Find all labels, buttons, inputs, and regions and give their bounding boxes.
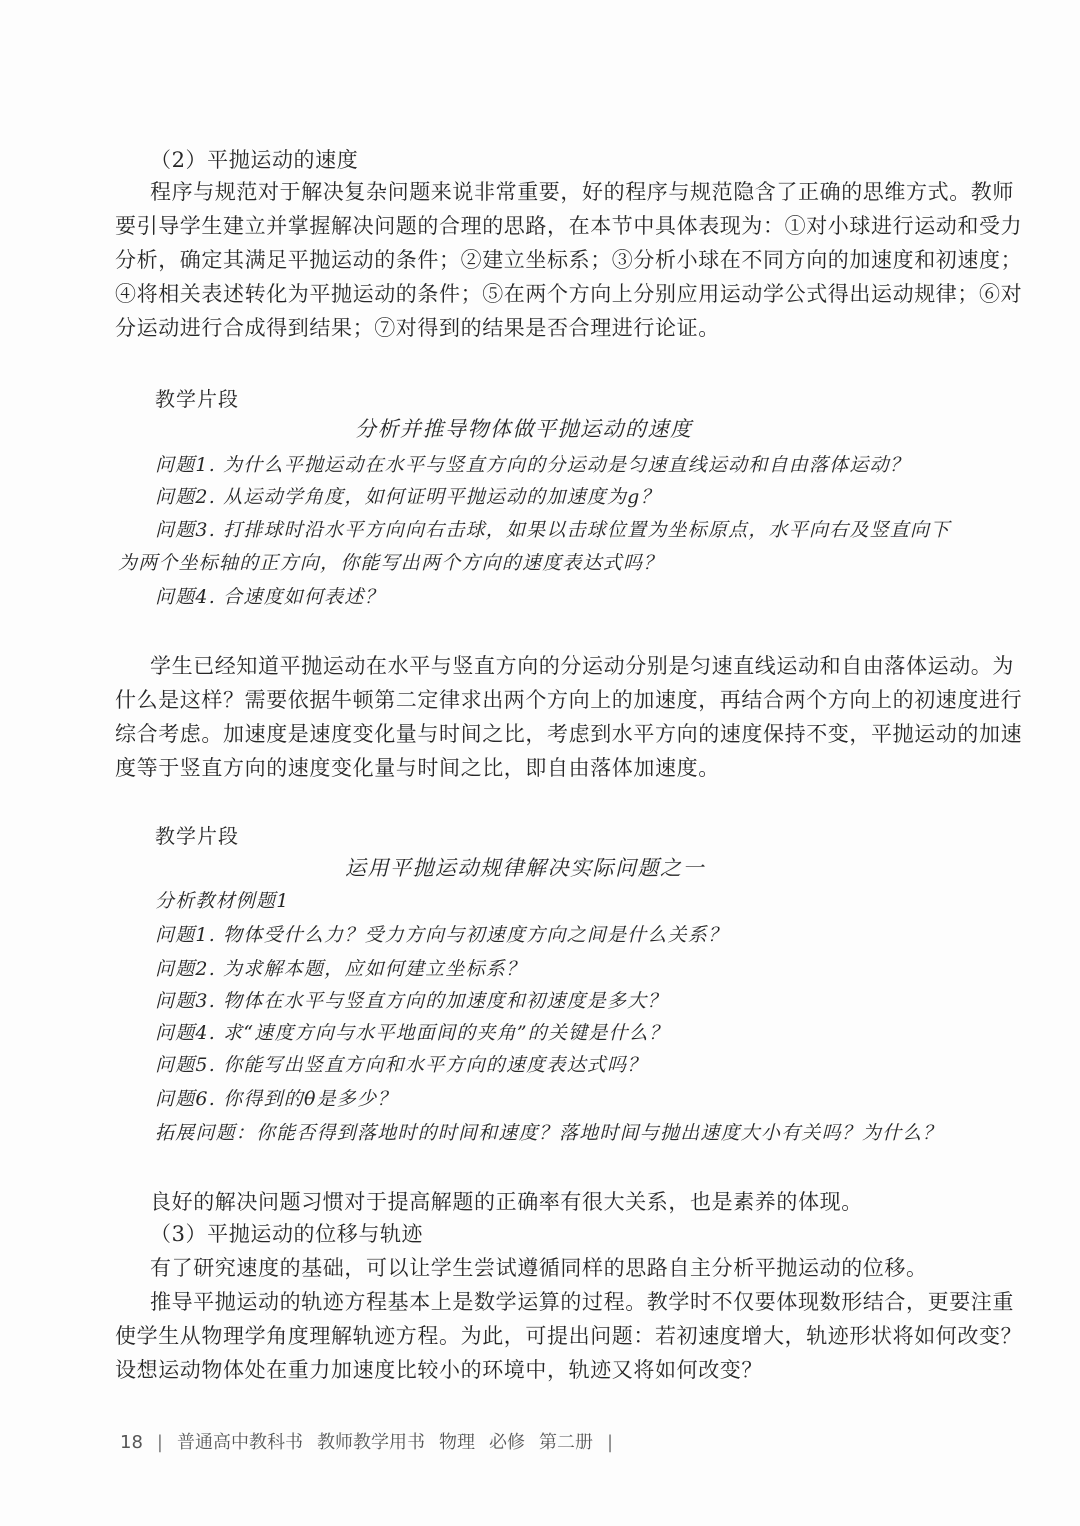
question-line: 问题1. 为什么平抛运动在水平与竖直方向的分运动是匀速直线运动和自由落体运动？ — [155, 454, 910, 476]
fragment-label: 教学片段 — [155, 387, 239, 411]
paragraph-line: 要引导学生建立并掌握解决问题的合理的思路，在本节中具体表现为：①对小球进行运动和受力 — [115, 214, 1023, 238]
question-line: 问题2. 为求解本题，应如何建立坐标系？ — [155, 958, 527, 980]
question-line: 拓展问题：你能否得到落地时的时间和速度？落地时间与抛出速度大小有关吗？为什么？ — [155, 1122, 943, 1144]
footer-book: 普通高中教科书 — [176, 1432, 303, 1453]
paragraph-line: 分运动进行合成得到结果；⑦对得到的结果是否合理进行论证。 — [115, 316, 720, 340]
exercise-line: 分析教材例题1 — [155, 890, 290, 912]
footer-subject: 物理 — [438, 1432, 475, 1453]
section-heading: （3）平抛运动的位移与轨迹 — [150, 1222, 424, 1246]
footer-volume: 第二册 — [538, 1432, 593, 1453]
question-line: 问题3. 打排球时沿水平方向向右击球，如果以击球位置为坐标原点，水平向右及竖直向下 — [155, 519, 951, 541]
paragraph-line: 分析，确定其满足平抛运动的条件；②建立坐标系；③分析小球在不同方向的加速度和初速度； — [115, 248, 1023, 272]
paragraph-line: 什么是这样？需要依据牛顿第二定律求出两个方向上的加速度，再结合两个方向上的初速度进行 — [115, 688, 1023, 712]
question-line: 问题6. 你得到的θ是多少？ — [155, 1088, 398, 1110]
footer-divider: | — [156, 1432, 163, 1453]
page-number: 18 — [120, 1432, 143, 1453]
paragraph-line: 综合考虑。加速度是速度变化量与时间之比，考虑到水平方向的速度保持不变，平抛运动的加速 — [115, 722, 1023, 746]
question-line: 问题2. 从运动学角度，如何证明平抛运动的加速度为g？ — [155, 486, 661, 508]
paragraph-line: 良好的解决问题习惯对于提高解题的正确率有很大关系，也是素养的体现。 — [150, 1190, 863, 1214]
section-heading: （2）平抛运动的速度 — [150, 148, 359, 172]
question-line: 为两个坐标轴的正方向，你能写出两个方向的速度表达式吗？ — [118, 552, 664, 574]
question-line: 问题3. 物体在水平与竖直方向的加速度和初速度是多大？ — [155, 990, 668, 1012]
paragraph-line: 推导平抛运动的轨迹方程基本上是数学运算的过程。教学时不仅要体现数形结合，更要注重 — [150, 1290, 1014, 1314]
paragraph-line: 有了研究速度的基础，可以让学生尝试遵循同样的思路自主分析平抛运动的位移。 — [150, 1256, 928, 1280]
paragraph-line: 设想运动物体处在重力加速度比较小的环境中，轨迹又将如何改变？ — [115, 1358, 763, 1382]
paragraph-line: 度等于竖直方向的速度变化量与时间之比，即自由落体加速度。 — [115, 756, 720, 780]
footer-course: 必修 — [488, 1432, 525, 1453]
fragment-title: 分析并推导物体做平抛运动的速度 — [355, 417, 693, 441]
question-line: 问题1. 物体受什么力？受力方向与初速度方向之间是什么关系？ — [155, 924, 729, 946]
footer-type: 教师教学用书 — [316, 1432, 425, 1453]
fragment-label: 教学片段 — [155, 824, 239, 848]
page-footer — [120, 1428, 627, 1454]
question-line: 问题5. 你能写出竖直方向和水平方向的速度表达式吗？ — [155, 1054, 648, 1076]
paragraph-line: 学生已经知道平抛运动在水平与竖直方向的分运动分别是匀速直线运动和自由落体运动。为 — [150, 654, 1014, 678]
question-line: 问题4. 求“速度方向与水平地面间的夹角”的关键是什么？ — [155, 1022, 670, 1044]
paragraph-line: 使学生从物理学角度理解轨迹方程。为此，可提出问题：若初速度增大，轨迹形状将如何改变？ — [115, 1324, 1023, 1348]
question-line: 问题4. 合速度如何表述？ — [155, 586, 385, 608]
footer-divider: | — [606, 1432, 614, 1453]
fragment-title: 运用平抛运动规律解决实际问题之一 — [345, 856, 705, 880]
paragraph-line: 程序与规范对于解决复杂问题来说非常重要，好的程序与规范隐含了正确的思维方式。教师 — [150, 180, 1014, 204]
paragraph-line: ④将相关表述转化为平抛运动的条件；⑤在两个方向上分别应用运动学公式得出运动规律；⑥对 — [115, 282, 1023, 306]
